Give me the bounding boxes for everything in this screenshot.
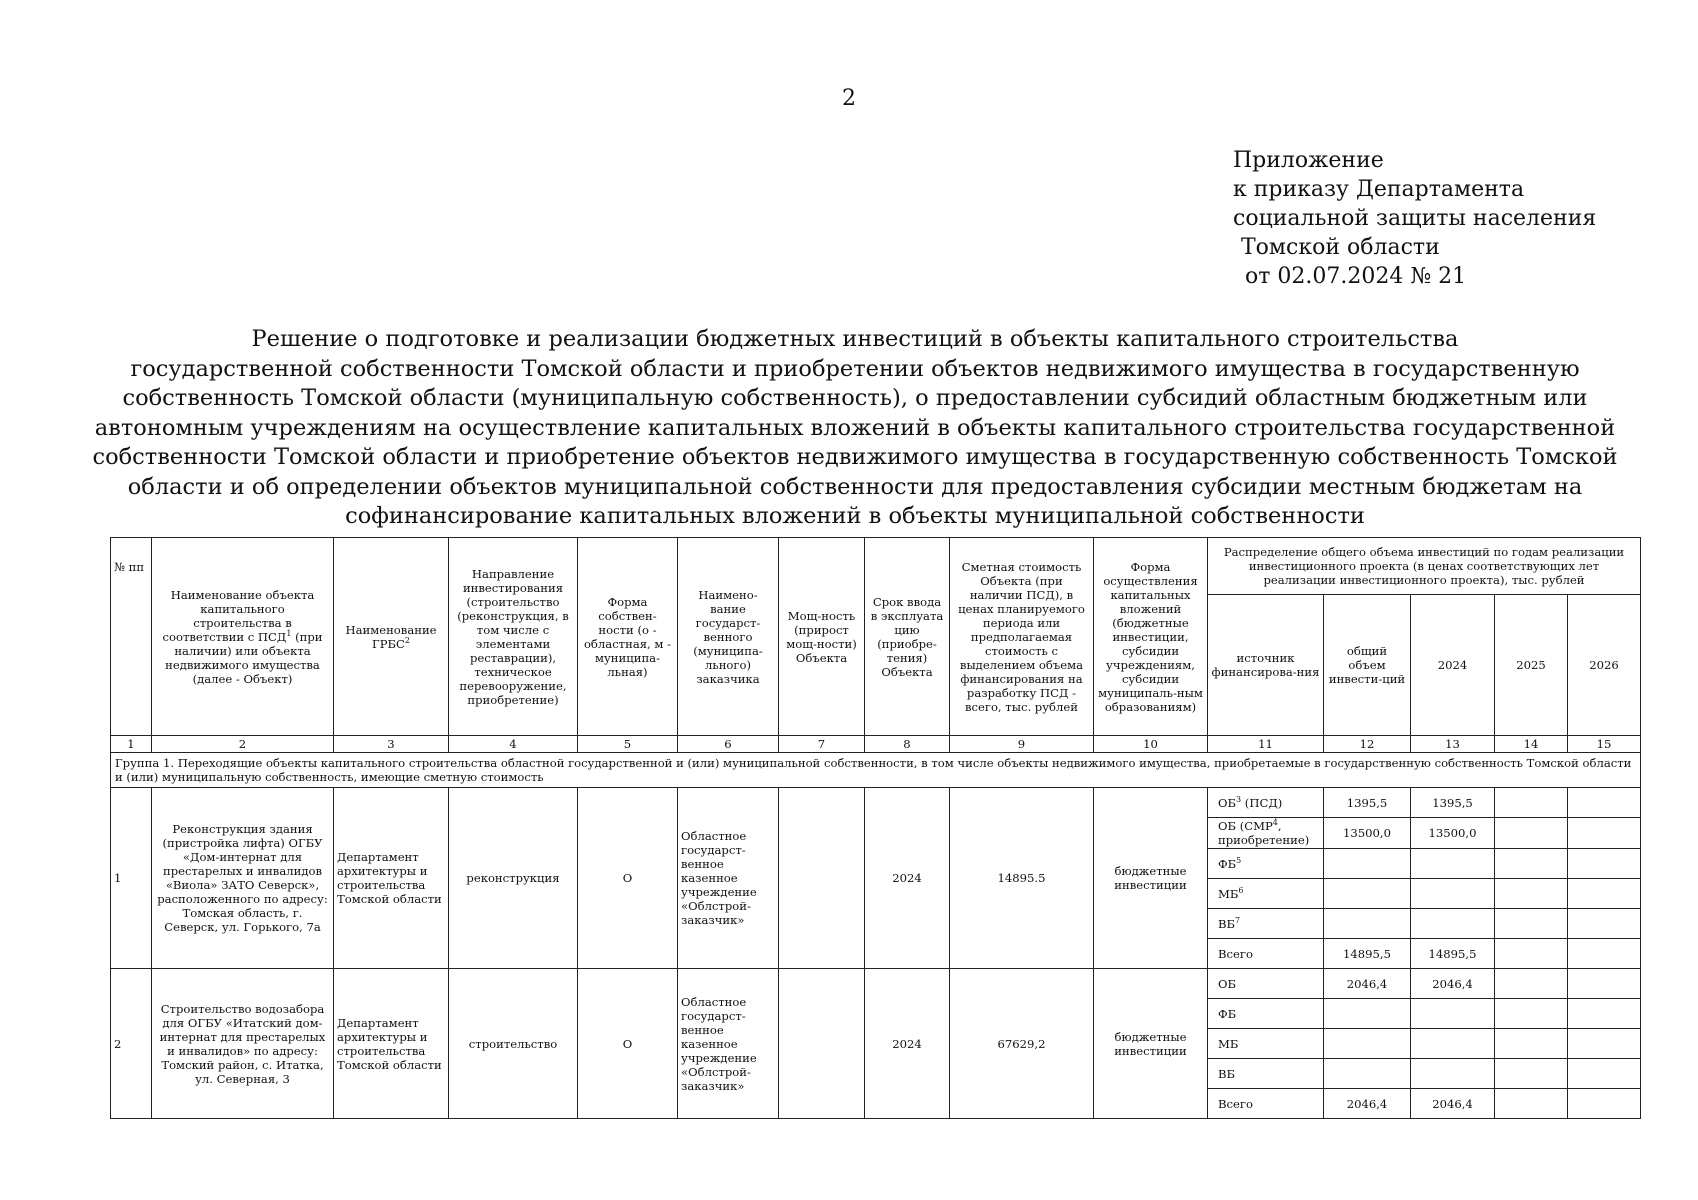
investment-table — [110, 537, 1641, 1119]
column-number: 10 — [1094, 736, 1208, 753]
source-2024: 2046,4 — [1411, 1089, 1495, 1119]
object-form: бюджетные инвестиции — [1094, 788, 1208, 969]
source-label — [1208, 1029, 1324, 1059]
title-line: Решение о подготовке и реализации бюджетных инвестиций в объекты капитального строительства — [251, 326, 1459, 352]
source-total — [1324, 999, 1411, 1029]
object-capacity — [779, 788, 865, 969]
source-2024 — [1411, 1059, 1495, 1089]
source-label — [1208, 1059, 1324, 1089]
footnote-mark: 6 — [1238, 885, 1244, 895]
source-total — [1324, 909, 1411, 939]
appendix-line: к приказу Департамента — [1233, 177, 1525, 202]
table-row — [111, 969, 1641, 999]
appendix-line: Приложение — [1233, 148, 1384, 173]
source-2024: 13500,0 — [1411, 818, 1495, 849]
source-total: 13500,0 — [1324, 818, 1411, 849]
column-number: 7 — [779, 736, 865, 753]
title-line: собственность Томской области (муниципальную собственность), о предоставлении субсидий областным бюджетным или — [122, 385, 1588, 411]
title-line: автономным учреждениям на осуществление капитальных вложений в объекты капитального строительства государственной — [94, 414, 1616, 441]
source-2026 — [1568, 818, 1641, 849]
header-source: источник финансирова-ния — [1208, 595, 1324, 736]
appendix-block — [1233, 146, 1596, 291]
source-2026 — [1568, 999, 1641, 1029]
object-ownership: О — [578, 788, 678, 969]
column-number: 11 — [1208, 736, 1324, 753]
source-2026 — [1568, 909, 1641, 939]
header-ownership: Форма собствен-ности (о - областная, м - муниципа-льная) — [578, 538, 678, 736]
header-form: Форма осуществления капитальных вложений (бюджетные инвестиции, субсидии учреждениям, субсидии муниципаль-ным образованиям) — [1094, 538, 1208, 736]
column-number: 15 — [1568, 736, 1641, 753]
source-2024 — [1411, 849, 1495, 879]
object-direction: реконструкция — [449, 788, 578, 969]
column-number: 2 — [152, 736, 334, 753]
title-line: софинансирование капитальных вложений в объекты муниципальной собственности — [345, 503, 1365, 529]
object-grbs: Департамент архитектуры и строительства Томской области — [334, 969, 449, 1119]
object-cost: 67629,2 — [950, 969, 1094, 1119]
header-grbs: Наименование ГРБС$^2$ — [334, 538, 449, 736]
object-name: Строительство водозабора для ОГБУ «Итатский дом-интернат для престарелых и инвалидов» по адресу: Томский район, с. Итатка, ул. Северная, 3 — [152, 969, 334, 1119]
document-title — [90, 325, 1620, 532]
source-label — [1208, 849, 1324, 879]
object-capacity — [779, 969, 865, 1119]
column-number: 14 — [1495, 736, 1568, 753]
source-label-text: МБ — [1218, 886, 1239, 901]
object-customer: Областное государст-венное казенное учреждение «Облстрой-заказчик» — [678, 969, 779, 1119]
source-label-text: ОБ — [1218, 795, 1237, 810]
source-label — [1208, 969, 1324, 999]
page-number: 2 — [842, 86, 856, 111]
column-number: 5 — [578, 736, 678, 753]
source-2025 — [1495, 999, 1568, 1029]
source-label-text: ФБ — [1218, 1006, 1237, 1021]
header-year-2026: 2026 — [1568, 595, 1641, 736]
title-line: области и об определении объектов муниципальной собственности для предоставления субсидии местным бюджетам на — [127, 473, 1583, 500]
header-num: № пп — [111, 538, 152, 736]
source-2025 — [1495, 788, 1568, 818]
source-label — [1208, 909, 1324, 939]
source-label-text: ВБ — [1218, 916, 1236, 931]
source-2025 — [1495, 879, 1568, 909]
object-num: 1 — [111, 788, 152, 969]
source-total — [1324, 879, 1411, 909]
column-number: 12 — [1324, 736, 1411, 753]
column-number: 1 — [111, 736, 152, 753]
source-total: 2046,4 — [1324, 969, 1411, 999]
appendix-line: от 02.07.2024 № 21 — [1245, 264, 1467, 289]
source-total: 2046,4 — [1324, 1089, 1411, 1119]
source-label-text: МБ — [1218, 1036, 1239, 1051]
source-label — [1208, 1089, 1324, 1119]
source-total: 14895,5 — [1324, 939, 1411, 969]
object-term: 2024 — [865, 788, 950, 969]
header-direction: Направление инвестирования (строительство (реконструкция, в том числе с элементами реставрации), техническое перевооружение, приобретение) — [449, 538, 578, 736]
object-customer: Областное государст-венное казенное учреждение «Облстрой-заказчик» — [678, 788, 779, 969]
source-label-suffix: (ПСД) — [1241, 795, 1283, 810]
source-label-text: ВБ — [1218, 1066, 1236, 1081]
object-term: 2024 — [865, 969, 950, 1119]
object-cost: 14895.5 — [950, 788, 1094, 969]
source-label-text: ОБ (СМР — [1218, 819, 1273, 833]
header-cost: Сметная стоимость Объекта (при наличии ПСД), в ценах планируемого периода или предполагаемая стоимость с выделением объема финансирования на разработку ПСД - всего, тыс. рублей — [950, 538, 1094, 736]
header-customer: Наимено-вание государст-венного (муниципа-льного) заказчика — [678, 538, 779, 736]
source-label-text: ФБ — [1218, 856, 1237, 871]
source-2025 — [1495, 1059, 1568, 1089]
object-name: Реконструкция здания (пристройка лифта) ОГБУ «Дом-интернат для престарелых и инвалидов «Виола» ЗАТО Северск», расположенного по адресу: Томская область, г. Северск, ул. Горького, 7а — [152, 788, 334, 969]
object-ownership: О — [578, 969, 678, 1119]
source-2025 — [1495, 818, 1568, 849]
source-label-suffix: , приобретение) — [1218, 819, 1310, 847]
source-2025 — [1495, 849, 1568, 879]
source-2026 — [1568, 849, 1641, 879]
header-term: Срок ввода в эксплуата цию (приобре-тения) Объекта — [865, 538, 950, 736]
object-grbs: Департамент архитектуры и строительства Томской области — [334, 788, 449, 969]
source-2026 — [1568, 1029, 1641, 1059]
source-2024 — [1411, 1029, 1495, 1059]
appendix-line: социальной защиты населения — [1233, 206, 1597, 231]
source-2026 — [1568, 969, 1641, 999]
header-object-name: Наименование объекта капитального строительства в соответствии с ПСД$^1$ (при наличии) или объекта недвижимого имущества (далее - Объект) — [152, 538, 334, 736]
column-number: 6 — [678, 736, 779, 753]
source-2024 — [1411, 999, 1495, 1029]
source-2025 — [1495, 939, 1568, 969]
title-line: собственности Томской области и приобретение объектов недвижимого имущества в государственную собственность Томской — [92, 444, 1618, 470]
source-label-text: ОБ — [1218, 976, 1237, 991]
source-2025 — [1495, 969, 1568, 999]
group-row: Группа 1. Переходящие объекты капитального строительства областной государственной и (или) муниципальной собственности, в том числе объекты недвижимого имущества, приобретаемые в государственную собственность Томской области и (или) муниципальную собственность, имеющие сметную стоимость — [111, 753, 1641, 788]
source-2024 — [1411, 909, 1495, 939]
source-total: 1395,5 — [1324, 788, 1411, 818]
column-number: 9 — [950, 736, 1094, 753]
object-direction: строительство — [449, 969, 578, 1119]
column-number: 8 — [865, 736, 950, 753]
source-2025 — [1495, 1029, 1568, 1059]
column-number: 3 — [334, 736, 449, 753]
source-label-text: Всего — [1218, 1096, 1253, 1111]
object-num: 2 — [111, 969, 152, 1119]
header-total: общий объем инвести-ций — [1324, 595, 1411, 736]
source-2024 — [1411, 879, 1495, 909]
column-number: 13 — [1411, 736, 1495, 753]
source-2025 — [1495, 909, 1568, 939]
header-year-2024: 2024 — [1411, 595, 1495, 736]
source-2024: 1395,5 — [1411, 788, 1495, 818]
source-2026 — [1568, 1089, 1641, 1119]
source-2026 — [1568, 788, 1641, 818]
header-distribution: Распределение общего объема инвестиций по годам реализации инвестиционного проекта (в ценах соответствующих лет реализации инвестиционного проекта), тыс. рублей — [1208, 538, 1641, 595]
appendix-line: Томской области — [1241, 235, 1440, 260]
footnote-mark: 5 — [1236, 855, 1242, 865]
source-label — [1208, 939, 1324, 969]
source-label — [1208, 818, 1324, 849]
source-total — [1324, 1059, 1411, 1089]
source-2026 — [1568, 1059, 1641, 1089]
header-capacity: Мощ-ность (прирост мощ-ности) Объекта — [779, 538, 865, 736]
source-2024: 2046,4 — [1411, 969, 1495, 999]
title-line: государственной собственности Томской области и приобретении объектов недвижимого имущества в государственную — [130, 355, 1580, 382]
source-2026 — [1568, 939, 1641, 969]
source-2025 — [1495, 1089, 1568, 1119]
table-row — [111, 788, 1641, 818]
source-total — [1324, 1029, 1411, 1059]
source-label — [1208, 999, 1324, 1029]
source-2026 — [1568, 879, 1641, 909]
footnote-mark: 3 — [1236, 794, 1242, 804]
header-year-2025: 2025 — [1495, 595, 1568, 736]
object-form: бюджетные инвестиции — [1094, 969, 1208, 1119]
source-label-text: Всего — [1218, 946, 1253, 961]
source-label — [1208, 788, 1324, 818]
source-label — [1208, 879, 1324, 909]
column-number: 4 — [449, 736, 578, 753]
footnote-mark: 4 — [1272, 818, 1278, 828]
source-total — [1324, 849, 1411, 879]
source-2024: 14895,5 — [1411, 939, 1495, 969]
footnote-mark: 7 — [1235, 915, 1241, 925]
